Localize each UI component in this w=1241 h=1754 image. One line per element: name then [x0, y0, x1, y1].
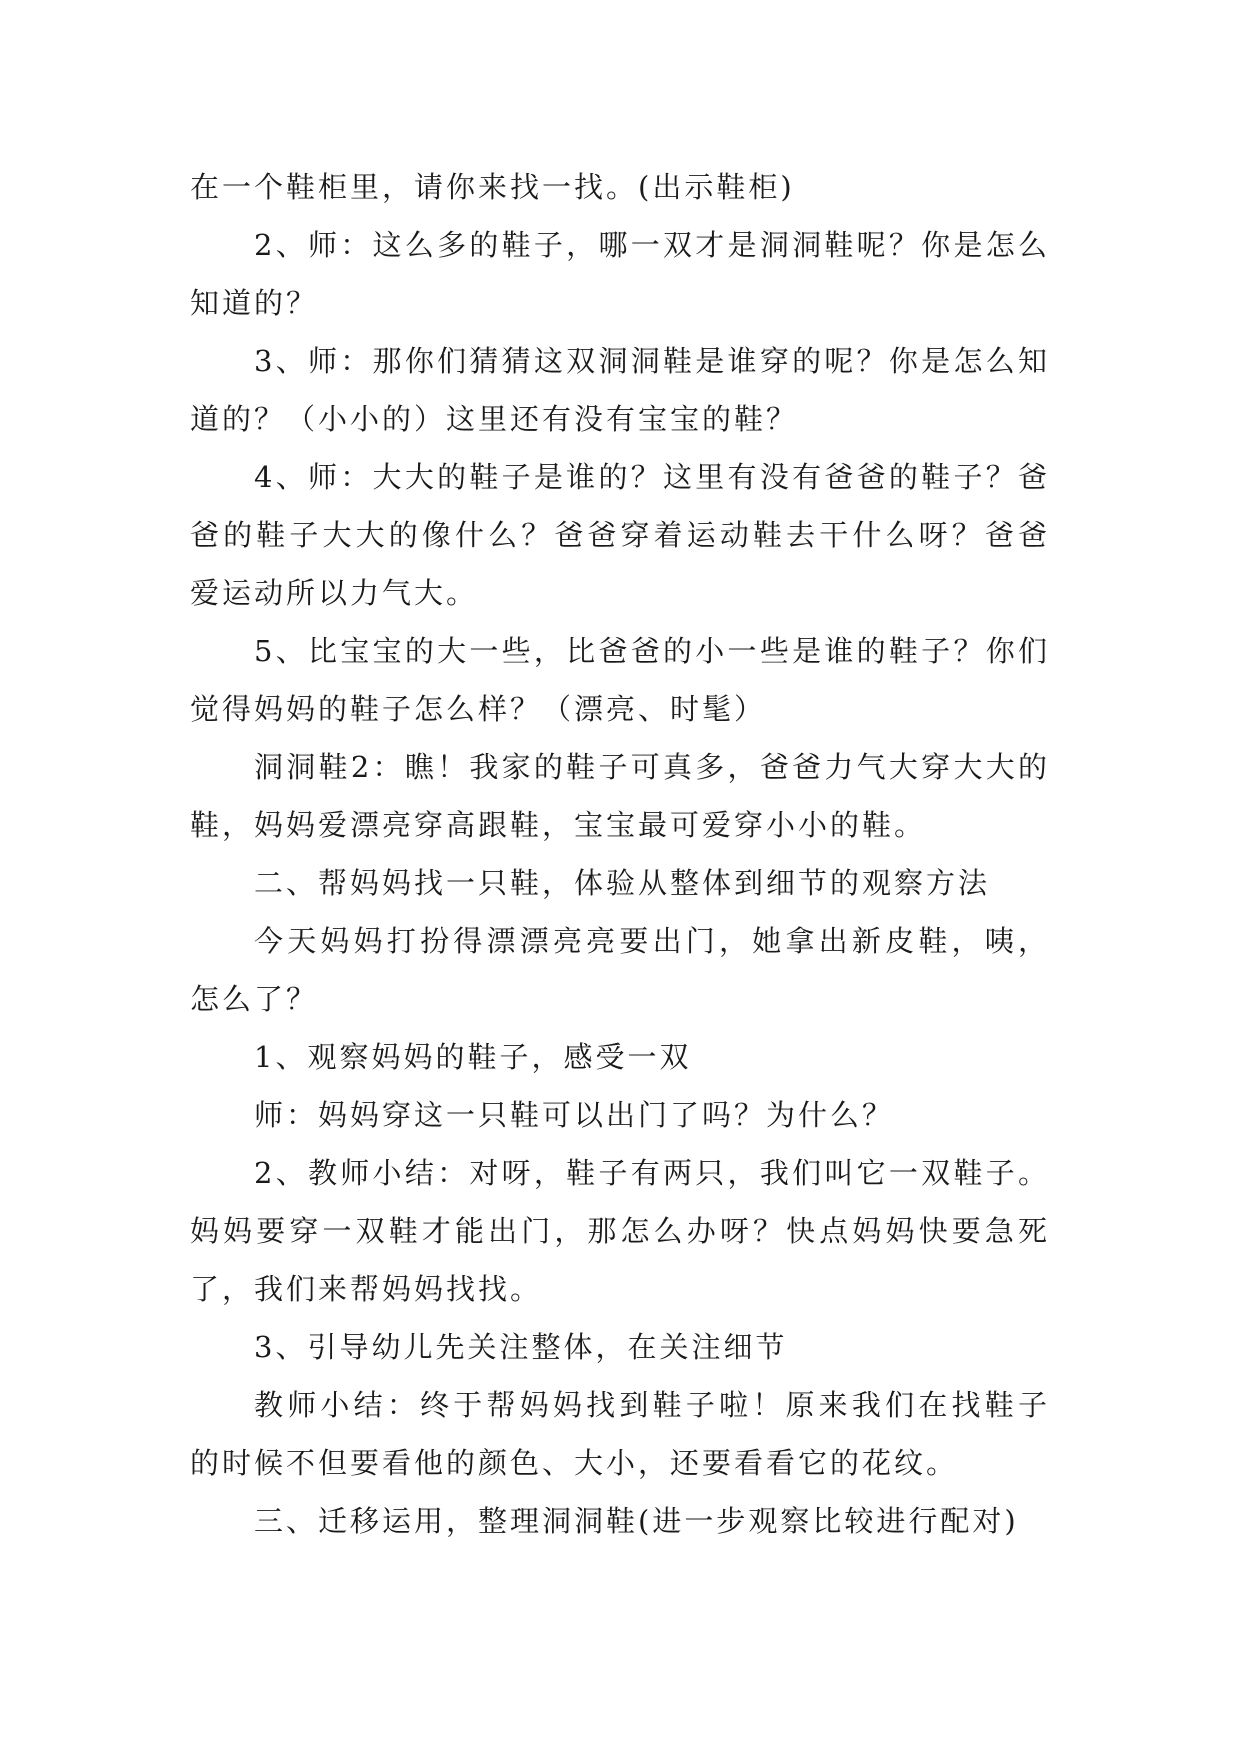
- paragraph-8: 今天妈妈打扮得漂漂亮亮要出门，她拿出新皮鞋，咦，怎么了？: [190, 924, 1050, 1016]
- paragraph-1: 在一个鞋柜里，请你来找一找。(出示鞋柜): [190, 170, 795, 204]
- section-heading-3: 三、迁移运用，整理洞洞鞋(进一步观察比较进行配对): [254, 1504, 1019, 1538]
- paragraph-3: 3、师：那你们猜猜这双洞洞鞋是谁穿的呢？你是怎么知道的？（小小的）这里还有没有宝宝的鞋？: [190, 344, 1050, 436]
- paragraph-11: 2、教师小结：对呀，鞋子有两只，我们叫它一双鞋子。妈妈要穿一双鞋才能出门，那怎么办呀？快点妈妈快要急死了，我们来帮妈妈找找。: [190, 1156, 1050, 1306]
- paragraph-13: 教师小结：终于帮妈妈找到鞋子啦！原来我们在找鞋子的时候不但要看他的颜色、大小，还要看看它的花纹。: [190, 1388, 1050, 1480]
- document-body: [190, 158, 1050, 1550]
- paragraph-10: 师：妈妈穿这一只鞋可以出门了吗？为什么？: [254, 1098, 895, 1132]
- paragraph-4: 4、师：大大的鞋子是谁的？这里有没有爸爸的鞋子？爸爸的鞋子大大的像什么？爸爸穿着运动鞋去干什么呀？爸爸爱运动所以力气大。: [190, 460, 1050, 610]
- paragraph-5: 5、比宝宝的大一些，比爸爸的小一些是谁的鞋子？你们觉得妈妈的鞋子怎么样？（漂亮、时髦）: [190, 634, 1050, 726]
- paragraph-6: 洞洞鞋2：瞧！我家的鞋子可真多，爸爸力气大穿大大的鞋，妈妈爱漂亮穿高跟鞋，宝宝最可爱穿小小的鞋。: [190, 750, 1050, 842]
- paragraph-2: 2、师：这么多的鞋子，哪一双才是洞洞鞋呢？你是怎么知道的？: [190, 228, 1050, 320]
- paragraph-9: 1、观察妈妈的鞋子，感受一双: [254, 1040, 692, 1074]
- paragraph-12: 3、引导幼儿先关注整体，在关注细节: [254, 1330, 788, 1364]
- section-heading-2: 二、帮妈妈找一只鞋，体验从整体到细节的观察方法: [254, 866, 991, 900]
